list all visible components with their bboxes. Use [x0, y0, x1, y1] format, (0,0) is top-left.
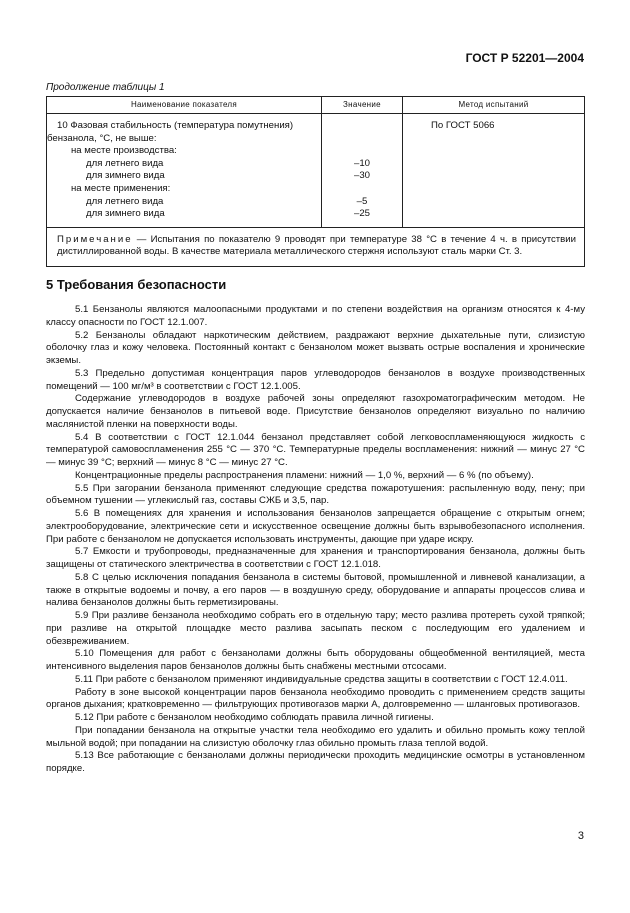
indicator-line: для летнего вида: [86, 195, 164, 207]
table-header-row: [47, 97, 585, 114]
value-line: [322, 133, 402, 146]
column-header-value: Значение: [322, 97, 403, 114]
paragraph: Содержание углеводородов в воздухе рабочей зоны определяют газохроматографическим методом. Не допускается наличие бензанолов в питьевой воде. Присутствие бензанолов определяют визуально по наличию маслянистой пленки на поверхности воды.: [46, 393, 585, 430]
value-line: [322, 183, 402, 196]
paragraph: 5.12 При работе с бензанолом необходимо соблюдать правила личной гигиены.: [75, 712, 434, 723]
paragraph: 5.9 При разливе бензанола необходимо собрать его в отдельную тару; место разлива протереть сухой тряпкой; при разливе на открытой площадке место разлива засыпать песком с последующим его удалением и обезвреживанием.: [46, 610, 585, 647]
paragraph: Работу в зоне высокой концентрации паров бензанола необходимо проводить с применением средств защиты органов дыхания; кратковременно — фильтрующих противогазов марки А, долговременно — шланговых противогазов.: [46, 686, 585, 711]
paragraph: 5.4 В соответствии с ГОСТ 12.1.044 бензанол представляет собой легковоспламеняющуюся жидкость с температурой самовоспламенения 255 °С — 370 °С. Температурные пределы воспламенения: нижний — минус 27 °С — минус 39 °С; верхний — минус 8 °С — минус 27 °С.: [46, 431, 585, 468]
indicator-line: для летнего вида: [86, 157, 164, 169]
page-number: 3: [577, 830, 584, 842]
method-cell: [403, 114, 585, 228]
spec-table: [46, 96, 585, 267]
paragraph: 5.8 С целью исключения попадания бензанола в системы бытовой, промышленной и ливневой канализации, а также в открытые водоемы и почву, а его паров — в воздушную среду, оборудование и аппараты процессов слива и налива бензанолов должны быть герметизированы.: [46, 571, 585, 609]
paragraph: 5.11 При работе с бензанолом применяют индивидуальные средства защиты в соответствии с ГОСТ 12.4.011.: [75, 673, 568, 685]
note-label: Примечание: [57, 233, 133, 245]
indicator-line: бензанола, °С, не выше:: [47, 132, 157, 144]
paragraph: 5.5 При загорании бензанола применяют следующие средства пожаротушения: распыленную воду, пену; при объемном тушении — углекислый газ, составы СЖБ и 3,5, пар.: [46, 482, 585, 507]
section-body: [46, 304, 585, 776]
paragraph: 5.3 Предельно допустимая концентрация паров углеводородов бензанолов в воздухе производственных помещений — 100 мг/м³ в соответствии с ГОСТ 12.1.005.: [46, 367, 585, 392]
table-caption: Продолжение таблицы 1: [46, 82, 165, 93]
indicator-line: на месте производства:: [71, 145, 177, 157]
paragraph: 5.13 Все работающие с бензанолами должны периодически проходить медицинские осмотры в установленном порядке.: [46, 750, 585, 774]
indicator-cell: [47, 114, 322, 228]
column-header-indicator: Наименование показателя: [47, 97, 322, 114]
section-title: 5 Требования безопасности: [46, 277, 227, 292]
table-note: [47, 227, 585, 266]
value-line: –5: [356, 195, 368, 207]
indicator-line: 10 Фазовая стабильность (температура помутнения): [57, 120, 294, 131]
standard-code: ГОСТ Р 52201—2004: [465, 51, 584, 65]
method-text: По ГОСТ 5066: [431, 120, 495, 131]
indicator-line: для зимнего вида: [86, 170, 165, 182]
value-line: –10: [353, 157, 370, 169]
paragraph: Концентрационные пределы распространения пламени: нижний — 1,0 %, верхний — 6 % (по объему).: [75, 469, 534, 481]
value-line: [322, 145, 402, 158]
indicator-line: на месте применения:: [71, 182, 171, 194]
paragraph: 5.10 Помещения для работ с бензанолами должны быть оборудованы общеобменной вентиляцией, места интенсивного выделения паров бензанолов должны быть снабжены местными отсосами.: [46, 648, 585, 672]
value-cell: [322, 114, 403, 228]
paragraph: При попадании бензанола на открытые участки тела необходимо его удалить и обильно промыть кожу теплой мыльной водой; при попадании на слизистую оболочку глаз обильно промыть глаза теплой водой.: [46, 724, 585, 749]
value-line: –25: [353, 208, 370, 220]
value-line: –30: [353, 170, 370, 182]
paragraph: 5.1 Бензанолы являются малоопасными продуктами и по степени воздействия на организм относятся к 4-му классу опасности по ГОСТ 12.1.007.: [46, 304, 585, 328]
column-header-method: Метод испытаний: [403, 97, 585, 114]
note-text: — Испытания по показателю 9 проводят при температуре 38 °С в течение 4 ч. в присутствии дистиллированной воды. В качестве материала металлического стержня используют сталь марки Ст. 3.: [57, 233, 576, 258]
note-row: [47, 227, 585, 266]
paragraph: 5.2 Бензанолы обладают наркотическим действием, раздражают верхние дыхательные пути, слизистую оболочку глаз и кожу человека. Постоянный контакт с бензанолом может вызвать острые воспаления и хронические экземы.: [46, 329, 585, 366]
paragraph: 5.7 Емкости и трубопроводы, предназначенные для хранения и транспортирования бензанола, должны быть защищены от статического электричества в соответствии с ГОСТ 12.1.018.: [46, 546, 585, 570]
value-line: [322, 120, 402, 133]
table-row: [47, 114, 585, 228]
indicator-line: для зимнего вида: [86, 208, 165, 220]
paragraph: 5.6 В помещениях для хранения и использования бензанолов запрещается обращение с открытым огнем; электрооборудование, электрические сети и искусственное освещение должны быть взрывобезопасного исполнения. При работе с бензанолом не допускается использовать инструменты, дающие при ударе искру.: [46, 508, 585, 545]
